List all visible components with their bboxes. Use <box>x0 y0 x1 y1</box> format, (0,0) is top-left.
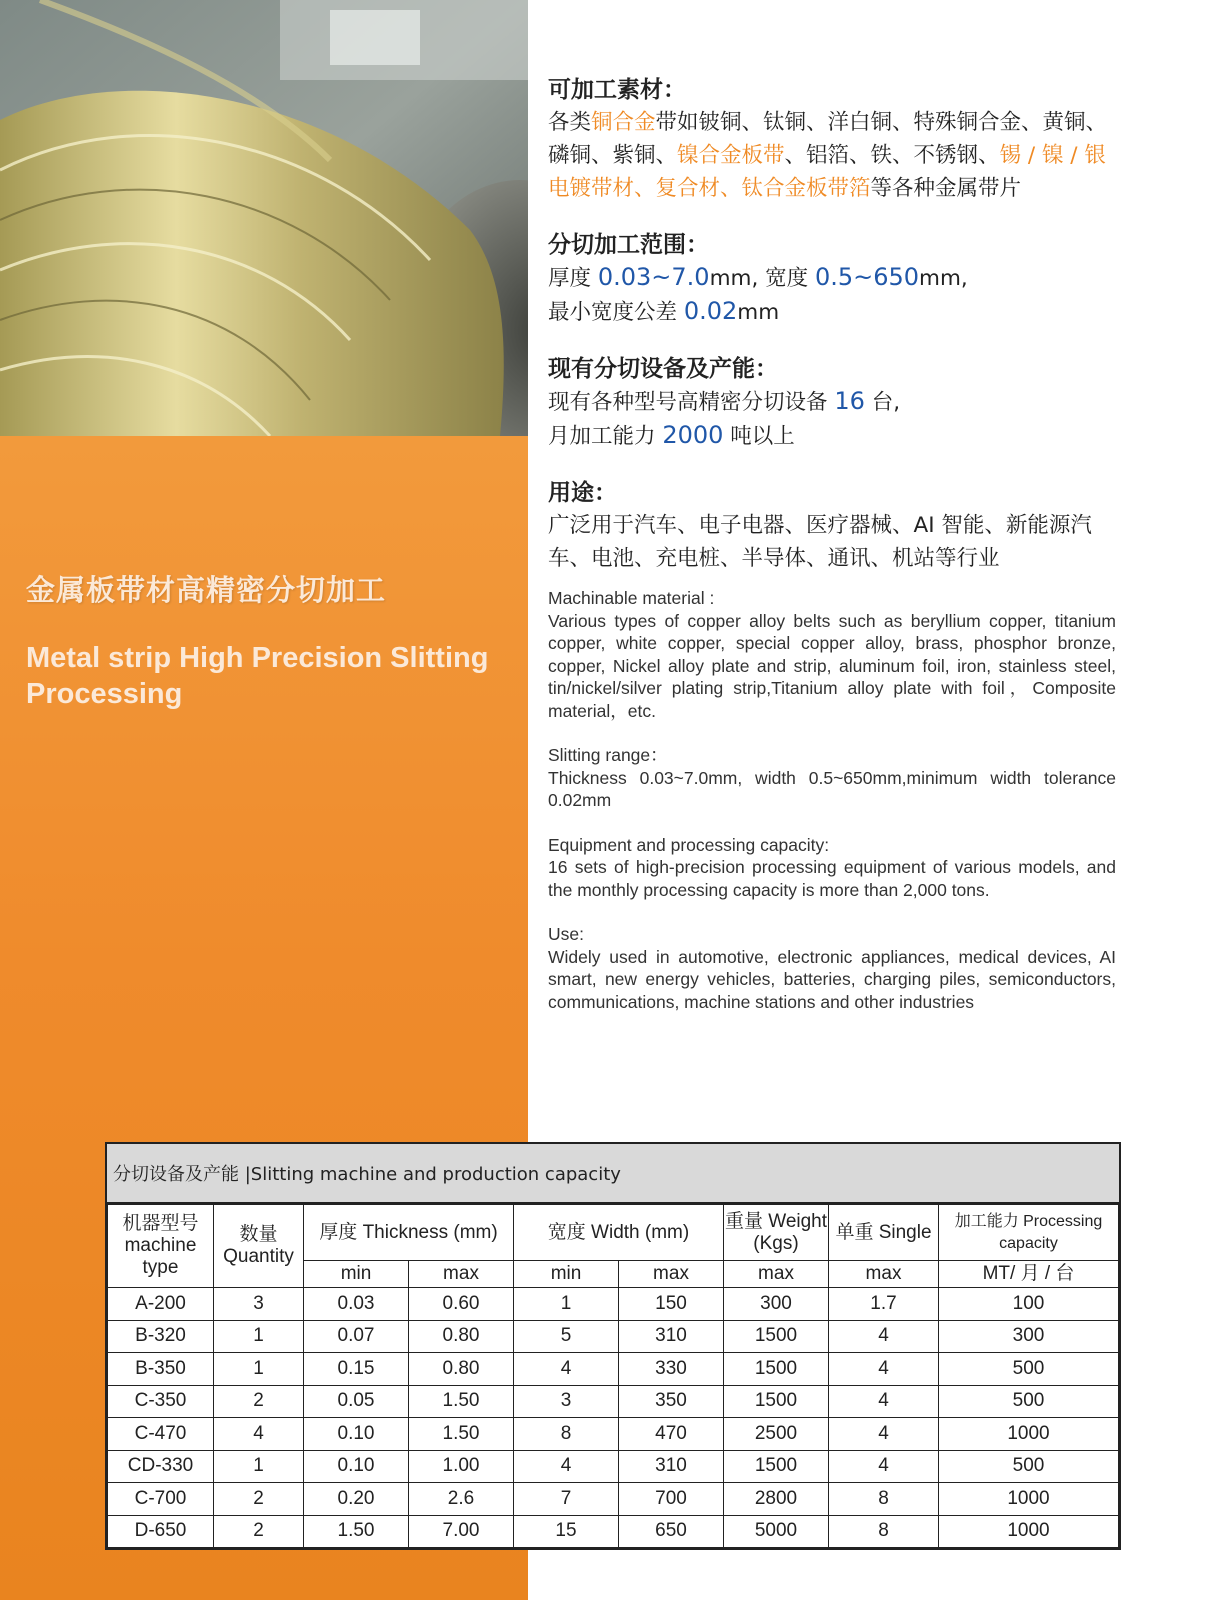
table-cell: A-200 <box>108 1288 214 1321</box>
section-body <box>548 261 1116 329</box>
sub-header: min <box>304 1261 409 1288</box>
section-range-en <box>548 744 1116 812</box>
header-width: 宽度 Width (mm) <box>514 1205 724 1261</box>
value: 0.03~7.0 <box>597 263 710 291</box>
table-cell: 500 <box>939 1353 1119 1386</box>
table-cell: 0.80 <box>409 1320 514 1353</box>
table-cell: 1 <box>514 1288 619 1321</box>
table-cell: 2800 <box>724 1483 829 1516</box>
table-cell: 4 <box>829 1418 939 1451</box>
section-equipment-cn <box>548 353 1116 453</box>
header-weight: 重量 Weight (Kgs) <box>724 1205 829 1261</box>
table-cell: 650 <box>619 1515 724 1548</box>
highlight: 锡 / 镍 / 银电镀带材、复合材、钛合金板带箔 <box>548 143 1106 201</box>
table-cell: 2 <box>214 1515 304 1548</box>
text: 、铝箔、铁、不锈钢、 <box>784 143 1000 168</box>
table-row <box>108 1515 1119 1548</box>
capacity-table <box>105 1142 1121 1550</box>
table-cell: 3 <box>214 1288 304 1321</box>
text: mm <box>737 300 780 325</box>
section-heading: 用途： <box>548 480 617 506</box>
table-cell: 5 <box>514 1320 619 1353</box>
text: mm, 宽度 <box>709 266 815 291</box>
table-cell: C-700 <box>108 1483 214 1516</box>
sub-header: min <box>514 1261 619 1288</box>
table-cell: 2 <box>214 1483 304 1516</box>
section-heading: 可加工素材： <box>548 77 686 103</box>
table-cell: 4 <box>214 1418 304 1451</box>
table-caption: 分切设备及产能 |Slitting machine and production capacity <box>107 1144 1119 1204</box>
value: 2000 <box>662 421 724 449</box>
table-cell: 500 <box>939 1385 1119 1418</box>
table-cell: 1 <box>214 1450 304 1483</box>
header-capacity: 加工能力 Processing capacity <box>939 1205 1119 1261</box>
table-cell: 2.6 <box>409 1483 514 1516</box>
header-quantity: 数量 Quantity <box>214 1205 304 1288</box>
section-heading: 现有分切设备及产能： <box>548 356 778 382</box>
table-cell: CD-330 <box>108 1450 214 1483</box>
table-cell: 0.15 <box>304 1353 409 1386</box>
table-cell: 1500 <box>724 1320 829 1353</box>
highlight: 铜合金 <box>591 110 656 135</box>
value: 0.5~650 <box>814 263 920 291</box>
text: 吨以上 <box>723 424 795 449</box>
table-cell: 1500 <box>724 1353 829 1386</box>
table-cell: 1.00 <box>409 1450 514 1483</box>
table-cell: 0.10 <box>304 1450 409 1483</box>
section-heading: Slitting range： <box>548 745 668 765</box>
table-cell: 7 <box>514 1483 619 1516</box>
table-cell: 5000 <box>724 1515 829 1548</box>
header-machine-type: 机器型号 machine type <box>108 1205 214 1288</box>
section-heading: 分切加工范围： <box>548 232 709 258</box>
table-row <box>108 1385 1119 1418</box>
section-body: Thickness 0.03~7.0mm, width 0.5~650mm,minimum width tolerance 0.02mm <box>548 767 1116 810</box>
table-cell: 4 <box>829 1320 939 1353</box>
table-cell: 1000 <box>939 1483 1119 1516</box>
sub-header: max <box>619 1261 724 1288</box>
value: 0.02 <box>683 297 738 325</box>
section-heading: Machinable material : <box>548 588 715 608</box>
table-cell: D-650 <box>108 1515 214 1548</box>
table-cell: 0.05 <box>304 1385 409 1418</box>
header-single: 单重 Single <box>829 1205 939 1261</box>
table-cell: 1000 <box>939 1418 1119 1451</box>
table-cell: 500 <box>939 1450 1119 1483</box>
sub-header: max <box>724 1261 829 1288</box>
text: 厚度 <box>548 266 598 291</box>
table-cell: B-350 <box>108 1353 214 1386</box>
table-row <box>108 1450 1119 1483</box>
section-range-cn <box>548 229 1116 329</box>
table-cell: 7.00 <box>409 1515 514 1548</box>
section-body <box>548 106 1116 205</box>
sub-header: max <box>829 1261 939 1288</box>
text: 等各种金属带片 <box>870 176 1022 201</box>
table-cell: 100 <box>939 1288 1119 1321</box>
coil-illustration <box>0 0 528 436</box>
table-cell: 1.50 <box>409 1385 514 1418</box>
sub-header: MT/ 月 / 台 <box>939 1261 1119 1288</box>
table-cell: 330 <box>619 1353 724 1386</box>
section-material-cn <box>548 74 1116 205</box>
description-column <box>548 74 1116 1013</box>
table-cell: 4 <box>514 1353 619 1386</box>
table-cell: 3 <box>514 1385 619 1418</box>
section-use-cn <box>548 477 1116 575</box>
table-cell: 470 <box>619 1418 724 1451</box>
table-cell: 8 <box>514 1418 619 1451</box>
header-thickness: 厚度 Thickness (mm) <box>304 1205 514 1261</box>
table-row <box>108 1483 1119 1516</box>
text: 带如铍铜、钛铜、洋白铜、特殊铜合金、黄铜、磷铜、紫铜、 <box>548 110 1108 168</box>
table-cell: 1 <box>214 1320 304 1353</box>
table-cell: 8 <box>829 1515 939 1548</box>
table-cell: 8 <box>829 1483 939 1516</box>
text: 最小宽度公差 <box>548 300 684 325</box>
section-body: Various types of copper alloy belts such as beryllium copper, titanium copper, white copper, special copper alloy, brass, phosphor bronze, copper, Nickel alloy plate and strip, aluminum foil, iron, stainless steel, tin/nickel/silver plating strip,Titanium alloy plate with foil，Composite material，etc. <box>548 610 1116 721</box>
table-cell: 1000 <box>939 1515 1119 1548</box>
table-cell: 350 <box>619 1385 724 1418</box>
table-cell: 1 <box>214 1353 304 1386</box>
table-row <box>108 1418 1119 1451</box>
sub-header: max <box>409 1261 514 1288</box>
value: 16 <box>834 387 865 415</box>
table-cell: C-470 <box>108 1418 214 1451</box>
table-cell: 1.7 <box>829 1288 939 1321</box>
text: 各类 <box>548 110 592 135</box>
table-cell: 0.07 <box>304 1320 409 1353</box>
table-cell: 4 <box>829 1450 939 1483</box>
section-heading: Equipment and processing capacity: <box>548 834 830 855</box>
section-heading: Use: <box>548 924 584 944</box>
table-cell: 1500 <box>724 1450 829 1483</box>
table-cell: 0.80 <box>409 1353 514 1386</box>
hero-photo-copper-strip-coil <box>0 0 528 436</box>
table-cell: 310 <box>619 1450 724 1483</box>
text: 月加工能力 <box>548 424 663 449</box>
table-cell: 2500 <box>724 1418 829 1451</box>
table-row <box>108 1320 1119 1353</box>
table-cell: 15 <box>514 1515 619 1548</box>
table-cell: 1500 <box>724 1385 829 1418</box>
table-cell: 300 <box>939 1320 1119 1353</box>
section-body: 广泛用于汽车、电子电器、医疗器械、AI 智能、新能源汽车、电池、充电桩、半导体、通讯、机站等行业 <box>548 513 1092 571</box>
text: 现有各种型号高精密分切设备 <box>548 390 835 415</box>
section-equipment-en <box>548 834 1116 902</box>
table-cell: 1.50 <box>304 1515 409 1548</box>
table-cell: 4 <box>514 1450 619 1483</box>
table-cell: 1.50 <box>409 1418 514 1451</box>
section-body <box>548 385 1116 453</box>
capacity-grid <box>107 1204 1119 1548</box>
table-cell: 0.10 <box>304 1418 409 1451</box>
table-cell: 700 <box>619 1483 724 1516</box>
table-cell: 4 <box>829 1385 939 1418</box>
table-cell: 0.60 <box>409 1288 514 1321</box>
table-cell: B-320 <box>108 1320 214 1353</box>
section-use-en <box>548 923 1116 1013</box>
highlight: 镍合金板带 <box>677 143 785 168</box>
text: mm, <box>919 266 968 291</box>
text: 台, <box>864 390 901 415</box>
page-title-en: Metal strip High Precision Slitting Processing <box>26 642 489 710</box>
table-cell: C-350 <box>108 1385 214 1418</box>
table-cell: 310 <box>619 1320 724 1353</box>
section-body: 16 sets of high-precision processing equipment of various models, and the monthly processing capacity is more than 2,000 tons. <box>548 857 1116 900</box>
section-material-en <box>548 587 1116 722</box>
table-cell: 0.20 <box>304 1483 409 1516</box>
table-cell: 4 <box>829 1353 939 1386</box>
table-row <box>108 1353 1119 1386</box>
table-cell: 300 <box>724 1288 829 1321</box>
table-cell: 150 <box>619 1288 724 1321</box>
page-title-cn: 金属板带材高精密分切加工 <box>26 573 387 607</box>
table-cell: 0.03 <box>304 1288 409 1321</box>
table-row <box>108 1288 1119 1321</box>
section-body: Widely used in automotive, electronic appliances, medical devices, AI smart, new energy vehicles, batteries, charging piles, semiconductors, communications, machine stations and other industries <box>548 946 1116 1012</box>
table-cell: 2 <box>214 1385 304 1418</box>
